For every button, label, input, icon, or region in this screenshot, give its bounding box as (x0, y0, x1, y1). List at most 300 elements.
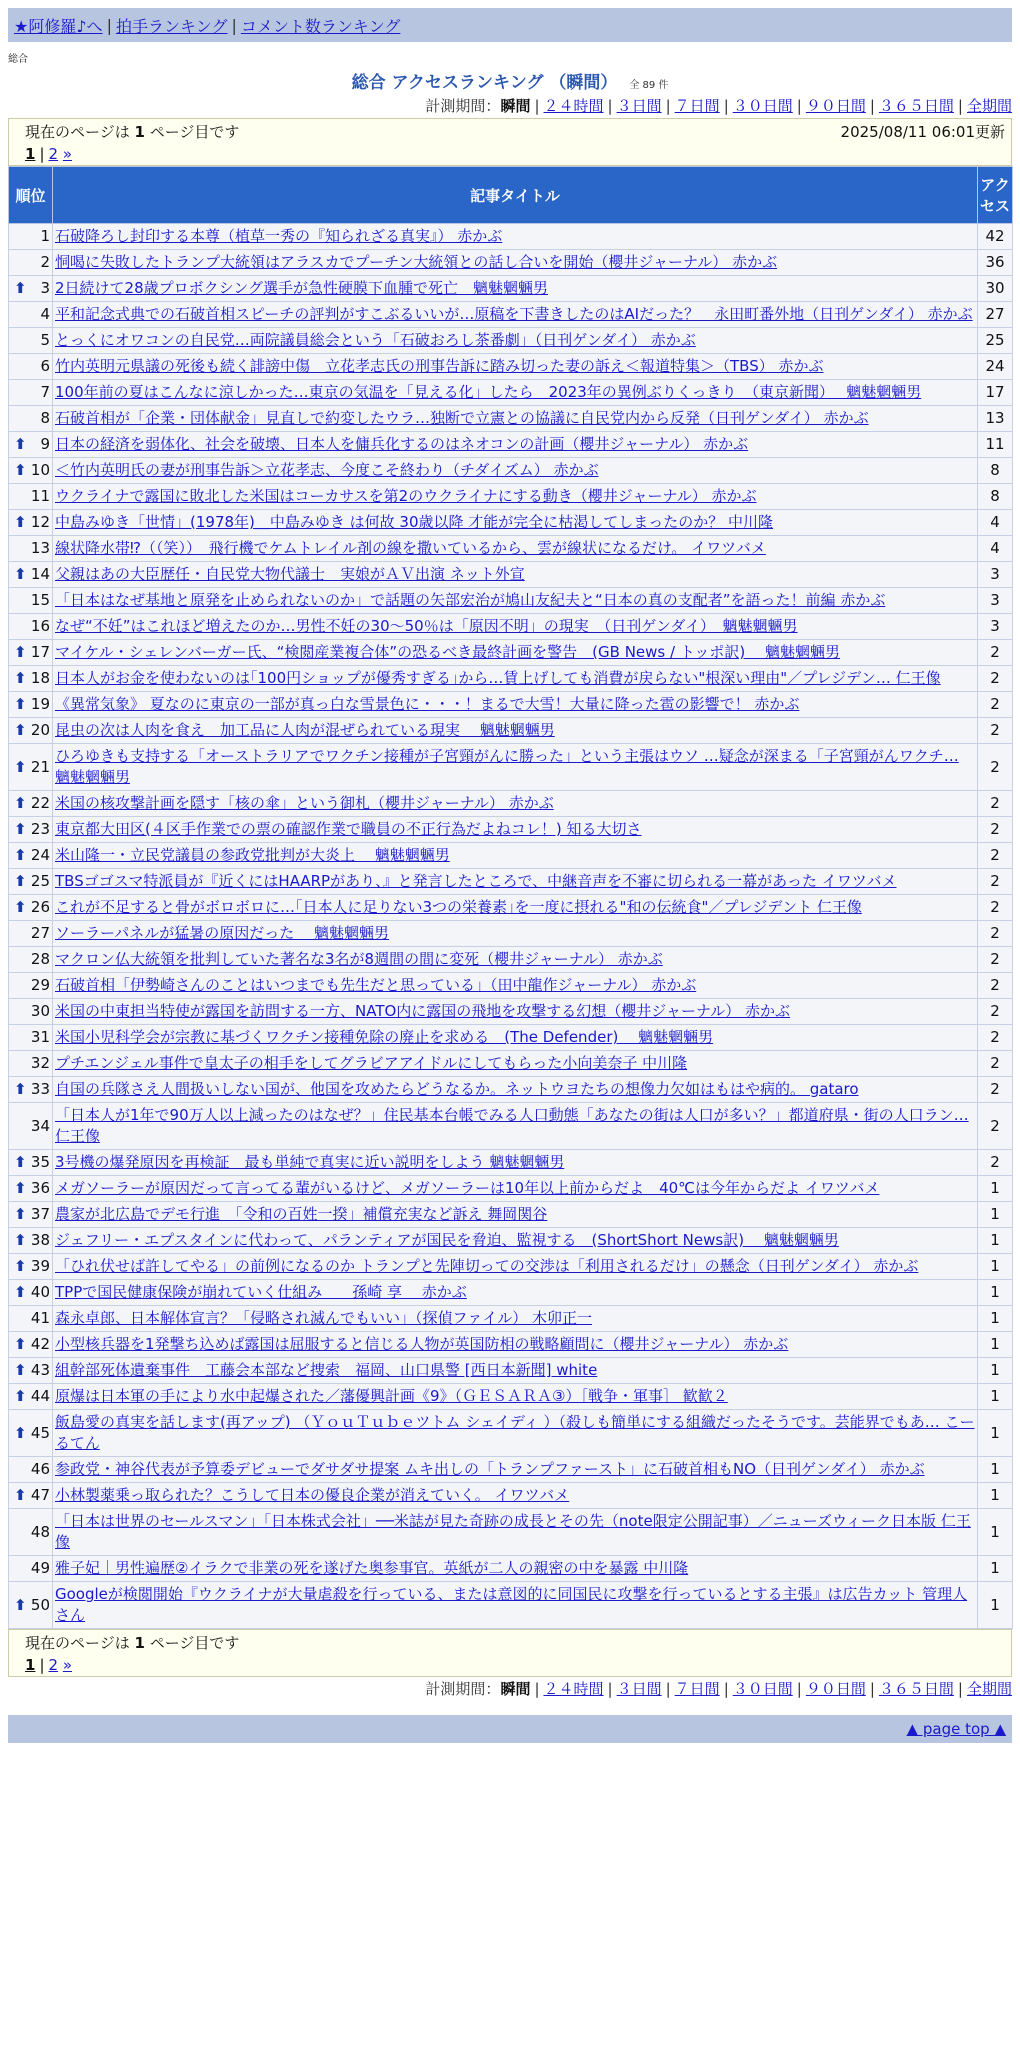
pager-status-row (25, 1632, 1005, 1654)
table-row (9, 1556, 1013, 1582)
title-cell (53, 817, 978, 843)
table-row (9, 1051, 1013, 1077)
rank-number: 10 (30, 461, 50, 479)
ranking-table (8, 166, 1013, 1629)
title-cell (53, 1103, 978, 1150)
clap-ranking-link[interactable]: 拍手ランキング (115, 16, 228, 36)
rank-up-arrow-icon: ⬆ (14, 1595, 27, 1614)
period-separator: | (869, 97, 875, 115)
table-row (9, 692, 1013, 718)
title-cell (53, 1228, 978, 1254)
table-row (9, 1509, 1013, 1556)
article-link[interactable]: 組幹部死体遺棄事件 工藤会本部など捜索 福岡、山口県警 [西日本新聞] white (55, 1361, 598, 1379)
rank-up-arrow-icon: ⬆ (14, 1423, 27, 1442)
table-row (9, 791, 1013, 817)
rank-cell (9, 843, 53, 869)
title-cell (53, 744, 978, 791)
access-count: 13 (978, 406, 1013, 432)
article-link[interactable]: 《異常気象》 夏なのに東京の一部が真っ白な雪景色に・・・！まるで大雪！大量に降った雹の影響で！ 赤かぶ (55, 695, 800, 713)
rank-up-arrow-icon: ⬆ (14, 435, 27, 453)
table-row (9, 895, 1013, 921)
access-count: 1 (978, 1384, 1013, 1410)
article-link[interactable]: 「日本はなぜ基地と原発を止められないのか」で話題の矢部宏治が鳩山友紀夫と“日本の真の支配者”を語った！前編 赤かぶ (55, 591, 886, 609)
rank-cell (9, 1358, 53, 1384)
period-link[interactable]: ９０日間 (805, 1680, 866, 1698)
table-row (9, 1306, 1013, 1332)
access-count: 1 (978, 1202, 1013, 1228)
title-cell (53, 895, 978, 921)
article-link[interactable]: 父親はあの大臣歴任・自民党大物代議士 実娘がＡＶ出演 ネット外宣 (55, 565, 525, 583)
period-link[interactable]: ７日間 (674, 97, 720, 115)
rank-number: 24 (30, 846, 50, 864)
rank-up-arrow-icon: ⬆ (14, 1231, 27, 1249)
table-row (9, 276, 1013, 302)
access-count: 4 (978, 510, 1013, 536)
table-row (9, 718, 1013, 744)
article-link[interactable]: 参政党・神谷代表が予算委デビューでダサダサ提案 ムキ出しの「トランプファースト」に石破首相もNO（日刊ゲンダイ） 赤かぶ (55, 1460, 925, 1478)
page-current: 1 (25, 1656, 36, 1674)
article-link[interactable]: 飯島愛の真実を話します(再アップ) （ＹｏｕＴｕｂｅツトム シェイディ ）（殺しも簡単にする組織だったそうです。芸能界でもあ… こーるてん (55, 1413, 975, 1452)
next-page-link[interactable]: » (62, 145, 73, 163)
access-count: 2 (978, 817, 1013, 843)
title-cell (53, 1280, 978, 1306)
access-count: 11 (978, 432, 1013, 458)
rank-number: 11 (30, 487, 50, 505)
period-link[interactable]: 全期間 (966, 97, 1012, 115)
item-count: 全 89 件 (629, 80, 669, 91)
title-cell (53, 406, 978, 432)
access-count: 1 (978, 1176, 1013, 1202)
table-row (9, 1254, 1013, 1280)
article-link[interactable]: TPPで国民健康保険が崩れていく仕組み 孫崎 享 赤かぶ (55, 1283, 467, 1301)
title-cell (53, 1202, 978, 1228)
table-row (9, 921, 1013, 947)
rank-cell (9, 692, 53, 718)
article-link[interactable]: ソーラーパネルが猛暑の原因だった 魑魅魍魎男 (55, 924, 390, 942)
article-link[interactable]: 日本の経済を弱体化、社会を破壊、日本人を傭兵化するのはネオコンの計画（櫻井ジャーナル） 赤かぶ (55, 435, 749, 453)
article-link[interactable]: 米国小児科学会が宗教に基づくワクチン接種免除の廃止を求める (The Defender) 魑魅魍魎男 (55, 1028, 714, 1046)
nav-separator: | (106, 15, 112, 35)
title-cell (53, 1556, 978, 1582)
rank-number: 34 (30, 1116, 50, 1135)
pager-separator: | (39, 1656, 45, 1674)
home-link[interactable]: ★阿修羅♪へ (14, 16, 103, 36)
article-link[interactable]: マクロン仏大統領を批判していた著名な3名が8週間の間に変死（櫻井ジャーナル） 赤かぶ (55, 950, 663, 968)
rank-number: 43 (30, 1361, 50, 1379)
access-count: 2 (978, 895, 1013, 921)
period-separator: | (607, 1680, 613, 1698)
rank-number: 15 (30, 591, 50, 609)
access-count: 2 (978, 1150, 1013, 1176)
rank-cell (9, 1582, 53, 1629)
table-row (9, 1280, 1013, 1306)
period-link[interactable]: 全期間 (966, 1680, 1012, 1698)
rank-cell (9, 1332, 53, 1358)
article-link[interactable]: 米山隆一・立民党議員の参政党批判が大炎上 魑魅魍魎男 (55, 846, 450, 864)
access-count: 1 (978, 1509, 1013, 1556)
article-link[interactable]: 雅子妃｜男性遍歴②イラクで非業の死を遂げた奥参事官。英紙が二人の親密の中を暴露 中川隆 (55, 1559, 689, 1577)
pager-separator: | (39, 145, 45, 163)
rank-cell (9, 1254, 53, 1280)
rank-up-arrow-icon: ⬆ (14, 695, 27, 713)
rank-cell (9, 536, 53, 562)
title-cell (53, 1176, 978, 1202)
period-link[interactable]: ３６５日間 (878, 1680, 954, 1698)
rank-number: 26 (30, 898, 50, 916)
pager-status-row (25, 121, 1005, 143)
rank-number: 46 (30, 1460, 50, 1478)
access-count: 36 (978, 250, 1013, 276)
table-row (9, 250, 1013, 276)
article-link[interactable]: 日本人がお金を使わないのは｢100円ショップが優秀すぎる｣から…賃上げしても消費が戻らない"根深い理由"／プレジデン… 仁王像 (55, 669, 941, 687)
rank-cell (9, 1077, 53, 1103)
pager-top (8, 118, 1012, 166)
rank-number: 48 (30, 1522, 50, 1541)
article-link[interactable]: 石破首相が「企業・団体献金」見直しで約変したウラ…独断で立憲との協議に自民党内から反発（日刊ゲンダイ） 赤かぶ (55, 409, 869, 427)
table-row (9, 406, 1013, 432)
page-status-post: ページ目です (149, 1634, 240, 1652)
page-top-link[interactable]: ▲ page top ▲ (906, 1720, 1006, 1738)
article-link[interactable]: マイケル・シェレンバーガー氏、“検閲産業複合体”の恐るべき最終計画を警告 (GB News / トッポ訳) 魑魅魍魎男 (55, 643, 840, 661)
period-current: 瞬間 (500, 1680, 531, 1698)
access-count: 1 (978, 1582, 1013, 1629)
article-link[interactable]: 石破首相「伊勢崎さんのことはいつまでも先生だと思っている」（田中龍作ジャーナル） 赤かぶ (55, 976, 697, 994)
article-link[interactable]: ウクライナで露国に敗北した米国はコーカサスを第2のウクライナにする動き（櫻井ジャーナル） 赤かぶ (55, 487, 757, 505)
rank-number: 5 (40, 331, 50, 349)
rank-number: 2 (40, 253, 50, 271)
access-count: 1 (978, 1410, 1013, 1457)
article-link[interactable]: 中島みゆき「世情」(1978年)＿中島みゆき は何故 30歳以降 才能が完全に枯渇してしまったのか？ 中川隆 (55, 513, 774, 531)
access-column-header: アクセス (978, 167, 1013, 224)
title-cell (53, 718, 978, 744)
access-count: 4 (978, 536, 1013, 562)
page-status-number: 1 (134, 1634, 145, 1652)
article-link[interactable]: TBSゴゴスマ特派員が『近くにはHAARPがあり、』と発言したところで、中継音声を不審に切られる一幕があった イワツバメ (55, 872, 897, 890)
rank-number: 36 (30, 1179, 50, 1197)
rank-cell (9, 510, 53, 536)
table-row (9, 536, 1013, 562)
period-separator: | (796, 97, 802, 115)
article-link[interactable]: なぜ“不妊”はこれほど増えたのか…男性不妊の30〜50％は「原因不明」の現実 （日刊ゲンダイ） 魑魅魍魎男 (55, 617, 798, 635)
access-count: 1 (978, 1280, 1013, 1306)
rank-cell (9, 458, 53, 484)
next-page-link[interactable]: » (62, 1656, 73, 1674)
rank-up-arrow-icon: ⬆ (14, 669, 27, 687)
article-link[interactable]: 昆虫の次は人肉を食え 加工品に人肉が混ぜられている現実 魑魅魍魎男 (55, 721, 555, 739)
rank-number: 17 (30, 643, 50, 661)
access-count: 2 (978, 1103, 1013, 1150)
period-link[interactable]: ７日間 (674, 1680, 720, 1698)
table-row (9, 302, 1013, 328)
pager-links (25, 143, 1005, 165)
access-count: 27 (978, 302, 1013, 328)
title-cell (53, 640, 978, 666)
rank-cell (9, 1483, 53, 1509)
access-count: 2 (978, 640, 1013, 666)
article-link[interactable]: 自国の兵隊さえ人間扱いしない国が、他国を攻めたらどうなるか。ネットウヨたちの想像力欠如はもはや病的。 gataro (55, 1080, 859, 1098)
rank-number: 18 (30, 669, 50, 687)
page-status-post: ページ目です (149, 123, 240, 141)
table-row (9, 1150, 1013, 1176)
article-link[interactable]: 小林製薬乗っ取られた？こうして日本の優良企業が消えていく。 イワツバメ (55, 1486, 570, 1504)
title-cell (53, 1384, 978, 1410)
rank-number: 41 (30, 1309, 50, 1327)
rank-cell (9, 614, 53, 640)
article-link[interactable]: 原爆は日本軍の手により水中起爆された／藩優興計画《9》（ＧＥＳＡＲＡ③）［戦争・軍事］ 歓歓２ (55, 1387, 728, 1405)
period-separator: | (957, 97, 963, 115)
updated-timestamp: 2025/08/11 06:01更新 (840, 123, 1005, 141)
table-row (9, 1228, 1013, 1254)
access-count: 25 (978, 328, 1013, 354)
rank-cell (9, 1306, 53, 1332)
article-link[interactable]: 米国の中東担当特使が露国を訪問する一方、NATO内に露国の飛地を攻撃する幻想（櫻井ジャーナル） 赤かぶ (55, 1002, 791, 1020)
ranking-title: 総合 アクセスランキング （瞬間） (351, 73, 618, 93)
rank-cell (9, 1509, 53, 1556)
access-count: 3 (978, 562, 1013, 588)
article-link[interactable]: プチエンジェル事件で皇太子の相手をしてグラビアアイドルにしてもらった小向美奈子 中川隆 (55, 1054, 688, 1072)
article-link[interactable]: ひろゆきも支持する「オーストラリアでワクチン接種が子宮頸がんに勝った」という主張はウソ …疑念が深まる「子宮頸がんワクチ… 魑魅魍魎男 (55, 747, 959, 786)
period-link[interactable]: ３日間 (616, 1680, 662, 1698)
access-count: 2 (978, 843, 1013, 869)
rank-up-arrow-icon: ⬆ (14, 1153, 27, 1171)
table-row (9, 1176, 1013, 1202)
rank-cell (9, 1457, 53, 1483)
rank-up-arrow-icon: ⬆ (14, 1335, 27, 1353)
period-link[interactable]: ２４時間 (543, 1680, 604, 1698)
article-link[interactable]: 恫喝に失敗したトランプ大統領はアラスカでプーチン大統領との話し合いを開始（櫻井ジャーナル） 赤かぶ (55, 253, 778, 271)
rank-cell (9, 999, 53, 1025)
rank-up-arrow-icon: ⬆ (14, 846, 27, 864)
nav-separator: | (231, 15, 237, 35)
access-count: 1 (978, 1358, 1013, 1384)
article-link[interactable]: ＜竹内英明氏の妻が刑事告訴＞立花孝志、今度こそ終わり（チダイズム） 赤かぶ (55, 461, 599, 479)
title-cell (53, 1483, 978, 1509)
rank-cell (9, 1025, 53, 1051)
rank-cell (9, 406, 53, 432)
period-separator: | (665, 1680, 671, 1698)
access-count: 1 (978, 1254, 1013, 1280)
rank-up-arrow-icon: ⬆ (14, 721, 27, 739)
rank-cell (9, 1051, 53, 1077)
rank-cell (9, 869, 53, 895)
rank-number: 35 (30, 1153, 50, 1171)
rank-number: 8 (40, 409, 50, 427)
title-column-header: 記事タイトル (53, 167, 978, 224)
article-link[interactable]: 小型核兵器を1発撃ち込めば露国は屈服すると信じる人物が英国防相の戦略顧問に（櫻井ジャーナル） 赤かぶ (55, 1335, 789, 1353)
rank-cell (9, 1556, 53, 1582)
rank-number: 13 (30, 539, 50, 557)
title-cell (53, 1150, 978, 1176)
rank-cell (9, 666, 53, 692)
rank-up-arrow-icon: ⬆ (14, 1283, 27, 1301)
article-link[interactable]: ジェフリー・エプスタインに代わって、パランティアが国民を脅迫、監視する (ShortShort News訳) 魑魅魍魎男 (55, 1231, 839, 1249)
top-navigation (8, 8, 1012, 42)
title-cell (53, 588, 978, 614)
title-cell (53, 1457, 978, 1483)
rank-number: 50 (30, 1595, 50, 1614)
period-separator: | (957, 1680, 963, 1698)
table-row (9, 1103, 1013, 1150)
table-row (9, 1457, 1013, 1483)
rank-number: 14 (30, 565, 50, 583)
rank-number: 30 (30, 1002, 50, 1020)
rank-number: 9 (40, 435, 50, 453)
rank-cell (9, 895, 53, 921)
rank-number: 16 (30, 617, 50, 635)
table-row (9, 484, 1013, 510)
access-count: 17 (978, 380, 1013, 406)
article-link[interactable]: 線状降水帯⁉（（笑）） 飛行機でケムトレイル剤の線を撒いているから、雲が線状になるだけ。 イワツバメ (55, 539, 766, 557)
comment-ranking-link[interactable]: コメント数ランキング (240, 16, 401, 36)
rank-cell (9, 1280, 53, 1306)
article-link[interactable]: 100年前の夏はこんなに涼しかった…東京の気温を「見える化」したら 2023年の異例ぶりくっきり （東京新聞） 魑魅魍魎男 (55, 383, 922, 401)
article-link[interactable]: 東京都大田区(４区手作業での票の確認作業で職員の不正行為だよねコレ！) 知る大切さ (55, 820, 642, 838)
title-cell (53, 999, 978, 1025)
title-cell (53, 510, 978, 536)
period-label: 計測期間： (425, 97, 501, 115)
title-cell (53, 302, 978, 328)
table-row (9, 380, 1013, 406)
rank-cell (9, 718, 53, 744)
rank-cell (9, 1176, 53, 1202)
rank-cell (9, 276, 53, 302)
rank-cell (9, 302, 53, 328)
period-selector-top (8, 94, 1012, 118)
title-cell (53, 947, 978, 973)
title-cell (53, 484, 978, 510)
rank-up-arrow-icon: ⬆ (14, 279, 27, 297)
article-link[interactable]: 3号機の爆発原因を再検証 最も単純で真実に近い説明をしよう 魑魅魍魎男 (55, 1153, 565, 1171)
title-cell (53, 380, 978, 406)
rank-number: 6 (40, 357, 50, 375)
period-current: 瞬間 (500, 97, 531, 115)
period-link[interactable]: ２４時間 (543, 97, 604, 115)
table-row (9, 1025, 1013, 1051)
access-count: 2 (978, 718, 1013, 744)
title-cell (53, 1306, 978, 1332)
table-row (9, 1410, 1013, 1457)
title-cell (53, 458, 978, 484)
article-link[interactable]: これが不足すると骨がボロボロに…｢日本人に足りない3つの栄養素｣を一度に摂れる"和の伝統食"／プレジデント 仁王像 (55, 898, 862, 916)
access-count: 30 (978, 276, 1013, 302)
article-link[interactable]: 竹内英明元県議の死後も続く誹謗中傷 立花孝志氏の刑事告訴に踏み切った妻の訴え＜報道特集＞（TBS） 赤かぶ (55, 357, 824, 375)
period-link[interactable]: ３０日間 (732, 97, 793, 115)
rank-up-arrow-icon: ⬆ (14, 1179, 27, 1197)
rank-up-arrow-icon: ⬆ (14, 1361, 27, 1379)
rank-up-arrow-icon: ⬆ (14, 513, 27, 531)
table-row (9, 1582, 1013, 1629)
period-separator: | (665, 97, 671, 115)
article-link[interactable]: 「日本は世界のセールスマン」「日本株式会社」──米誌が見た奇跡の成長とその先（note限定公開記事）／ニューズウィーク日本版 仁王像 (55, 1512, 971, 1551)
period-link[interactable]: ３６５日間 (878, 97, 954, 115)
page-2-link[interactable]: 2 (48, 145, 59, 163)
page-status-pre: 現在のページは (25, 1634, 130, 1652)
article-link[interactable]: 「日本人が1年で90万人以上減ったのはなぜ？」住民基本台帳でみる人口動態「あなたの街は人口が多い？」都道府県・街の人口ラン… 仁王像 (55, 1106, 969, 1145)
article-link[interactable]: メガソーラーが原因だって言ってる輩がいるけど、メガソーラーは10年以上前からだよ 40℃は今年からだよ イワツバメ (55, 1179, 880, 1197)
rank-number: 23 (30, 820, 50, 838)
period-separator: | (534, 97, 540, 115)
access-count: 1 (978, 1483, 1013, 1509)
title-cell (53, 869, 978, 895)
table-header-row (9, 167, 1013, 224)
rank-up-arrow-icon: ⬆ (14, 643, 27, 661)
title-cell (53, 432, 978, 458)
rank-cell (9, 562, 53, 588)
title-cell (53, 1077, 978, 1103)
rank-cell (9, 588, 53, 614)
table-row (9, 1483, 1013, 1509)
access-count: 1 (978, 1556, 1013, 1582)
table-row (9, 817, 1013, 843)
title-cell (53, 1025, 978, 1051)
period-separator: | (534, 1680, 540, 1698)
title-cell (53, 562, 978, 588)
rank-number: 29 (30, 976, 50, 994)
rank-cell (9, 1202, 53, 1228)
rank-number: 32 (30, 1054, 50, 1072)
rank-number: 20 (30, 721, 50, 739)
rank-up-arrow-icon: ⬆ (14, 794, 27, 812)
access-count: 2 (978, 999, 1013, 1025)
article-link[interactable]: 米国の核攻撃計画を隠す「核の傘」という御札（櫻井ジャーナル） 赤かぶ (55, 794, 554, 812)
article-link[interactable]: 平和記念式典での石破首相スピーチの評判がすこぶるいいが…原稿を下書きしたのはAIだった？ 永田町番外地（日刊ゲンダイ） 赤かぶ (55, 305, 973, 323)
title-cell (53, 843, 978, 869)
rank-number: 40 (30, 1283, 50, 1301)
article-link[interactable]: とっくにオワコンの自民党…両院議員総会という「石破おろし茶番劇」（日刊ゲンダイ） 赤かぶ (55, 331, 696, 349)
access-count: 8 (978, 484, 1013, 510)
rank-up-arrow-icon: ⬆ (14, 1387, 27, 1405)
table-row (9, 869, 1013, 895)
title-cell (53, 1582, 978, 1629)
rank-number: 7 (40, 383, 50, 401)
period-separator: | (869, 1680, 875, 1698)
table-row (9, 843, 1013, 869)
page-2-link[interactable]: 2 (48, 1656, 59, 1674)
rank-cell (9, 791, 53, 817)
rank-number: 12 (30, 513, 50, 531)
article-link[interactable]: Googleが検閲開始『ウクライナが大量虐殺を行っている、または意図的に同国民に攻撃を行っているとする主張』は広告カット 管理人さん (55, 1585, 968, 1624)
footer-bar (8, 1715, 1012, 1743)
table-row (9, 1358, 1013, 1384)
access-count: 1 (978, 1228, 1013, 1254)
article-link[interactable]: 石破降ろし封印する本尊（植草一秀の『知られざる真実』） 赤かぶ (55, 227, 503, 245)
article-link[interactable]: 2日続けて28歳プロボクシング選手が急性硬膜下血腫で死亡 魑魅魍魎男 (55, 279, 548, 297)
title-cell (53, 1358, 978, 1384)
rank-number: 21 (30, 757, 50, 776)
period-separator: | (723, 1680, 729, 1698)
period-link[interactable]: ３日間 (616, 97, 662, 115)
rank-cell (9, 432, 53, 458)
title-cell (53, 224, 978, 250)
rank-number: 19 (30, 695, 50, 713)
period-link[interactable]: ９０日間 (805, 97, 866, 115)
period-separator: | (607, 97, 613, 115)
article-link[interactable]: 「ひれ伏せば許してやる」の前例になるのか トランプと先陣切っての交渉は「利用されるだけ」の懸念（日刊ゲンダイ） 赤かぶ (55, 1257, 919, 1275)
title-cell (53, 791, 978, 817)
rank-up-arrow-icon: ⬆ (14, 461, 27, 479)
article-link[interactable]: 森永卓郎、日本解体宣言？「侵略され滅んでもいい」（探偵ファイル） 木卯正一 (55, 1309, 592, 1327)
access-count: 1 (978, 1457, 1013, 1483)
rank-number: 1 (40, 227, 50, 245)
rank-number: 39 (30, 1257, 50, 1275)
rank-cell (9, 947, 53, 973)
period-separator: | (723, 97, 729, 115)
rank-up-arrow-icon: ⬆ (14, 872, 27, 890)
period-link[interactable]: ３０日間 (732, 1680, 793, 1698)
rank-up-arrow-icon: ⬆ (14, 1486, 27, 1504)
table-row (9, 432, 1013, 458)
article-link[interactable]: 農家が北広島でデモ行進 「令和の百姓一揆」補償充実など訴え 舞岡関谷 (55, 1205, 548, 1223)
